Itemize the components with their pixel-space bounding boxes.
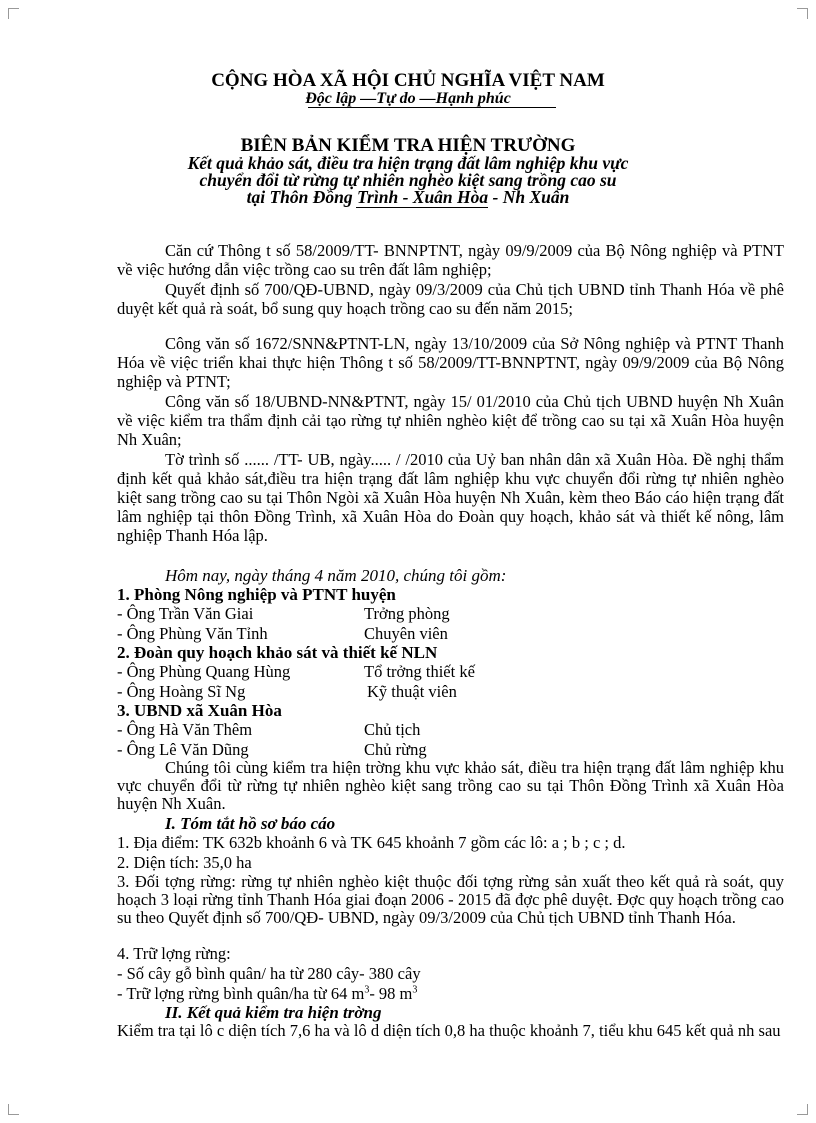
group-2-member-1-name: - Ông Phùng Quang Hùng bbox=[117, 662, 291, 681]
basis-paragraph-5: Tờ trình số ...... /TT- UB, ngày..... / /2010 của Uỷ ban nhân dân xã Xuân Hòa. Đề nghị thẩm định kết quả khảo sát,điều tra hiện trạng đất lâm nghiệp khu vực chuyển đổi rừng tự nhiên nghèo kiệt sang trồng cao su tại Thôn Ngòi xã Xuân Hòa huyện Nh Xuân, kèm theo Báo cáo hiện trạng đất lâm nghiệp tại thôn Đồng Trình, xã Xuân Hòa do Đoàn quy hoạch, khảo sát và thiết kế nông, lâm nghiệp Thanh Hóa lập. bbox=[117, 450, 784, 545]
group-2-member-2-role: Kỹ thuật viên bbox=[367, 682, 457, 701]
crop-mark-bottom-left bbox=[8, 1104, 19, 1115]
cubic-superscript-1: 3 bbox=[364, 984, 370, 996]
meeting-date-line: Hôm nay, ngày tháng 4 năm 2010, chúng tôi gồm: bbox=[165, 566, 507, 585]
group-3-title: 3. UBND xã Xuân Hòa bbox=[117, 701, 282, 720]
crop-mark-top-left bbox=[8, 8, 19, 19]
group-1-member-1-name: - Ông Trần Văn Giai bbox=[117, 604, 254, 623]
country-heading: CỘNG HÒA XÃ HỘI CHỦ NGHĨA VIỆT NAM bbox=[211, 70, 605, 91]
document-subtitle-line2: chuyển đổi từ rừng tự nhiên nghèo kiệt sang trồng cao su bbox=[199, 170, 617, 190]
basis-paragraph-1: Căn cứ Thông t số 58/2009/TT- BNNPTNT, ngày 09/9/2009 của Bộ Nông nghiệp và PTNT về việc hướng dẫn việc trồng cao su trên đất lâm nghiệp; bbox=[117, 241, 784, 279]
section-1-item-area: 2. Diện tích: 35,0 ha bbox=[117, 853, 252, 872]
group-1-member-1-role: Trởng phòng bbox=[364, 604, 450, 623]
timber-volume-text-2: - 98 m bbox=[369, 984, 413, 1003]
document-subtitle-line3: tại Thôn Đồng Trình - Xuân Hòa - Nh Xuân bbox=[246, 187, 570, 207]
group-2-member-1-role: Tổ trởng thiết kế bbox=[364, 662, 475, 681]
document-subtitle-line1: Kết quả khảo sát, điều tra hiện trạng đất lâm nghiệp khu vực bbox=[187, 153, 629, 173]
group-1-title: 1. Phòng Nông nghiệp và PTNT huyện bbox=[117, 585, 396, 604]
timber-volume-text-1: - Trữ lợng rừng bình quân/ha từ 64 m bbox=[117, 984, 365, 1003]
group-3-member-1-name: - Ông Hà Văn Thêm bbox=[117, 720, 253, 739]
motto-underline bbox=[308, 107, 556, 108]
joint-inspection-paragraph: Chúng tôi cùng kiểm tra hiện trờng khu vực khảo sát, điều tra hiện trạng đất lâm nghiệp khu vực chuyển đổi từ rừng tự nhiên nghèo kiệt sang trồng cao su tại Thôn Đồng Trình xã Xuân Hòa huyện Nh Xuân. bbox=[117, 758, 784, 813]
section-1-item-location: 1. Địa điểm: TK 632b khoảnh 6 và TK 645 khoảnh 7 gồm các lô: a ; b ; c ; d. bbox=[117, 833, 626, 852]
section-1-tree-density: - Số cây gỗ bình quân/ ha từ 280 cây- 380 cây bbox=[117, 964, 421, 983]
cubic-superscript-2: 3 bbox=[412, 984, 418, 996]
section-1-item-forest-type: 3. Đối tợng rừng: rừng tự nhiên nghèo kiệt thuộc đối tợng rừng sản xuất theo kết quả rà soát, quy hoạch 3 loại rừng tỉnh Thanh Hóa giai đoạn 2006 - 2015 đã đợc phê duyệt. Đợc quy hoạch trồng cao su theo Quyết định số 700/QĐ- UBND, ngày 09/3/2009 của Chủ tịch UBND tỉnh Thanh Hóa. bbox=[117, 872, 784, 927]
motto: Độc lập —Tự do —Hạnh phúc bbox=[305, 90, 511, 107]
basis-paragraph-2: Quyết định số 700/QĐ-UBND, ngày 09/3/2009 của Chủ tịch UBND tỉnh Thanh Hóa về phê duyệt kết quả rà soát, bổ sung quy hoạch trồng cao su đến năm 2015; bbox=[117, 280, 784, 318]
group-1-member-2-name: - Ông Phùng Văn Tỉnh bbox=[117, 624, 268, 643]
section-1-item-volume: 4. Trữ lợng rừng: bbox=[117, 944, 231, 963]
crop-mark-bottom-right bbox=[797, 1104, 808, 1115]
section-2-heading: II. Kết quả kiểm tra hiện trờng bbox=[165, 1003, 382, 1022]
document-title: BIÊN BẢN KIỂM TRA HIỆN TRƯỜNG bbox=[240, 135, 576, 156]
group-3-member-1-role: Chủ tịch bbox=[364, 720, 421, 739]
section-1-timber-volume bbox=[117, 984, 417, 1003]
title-underline bbox=[356, 207, 488, 208]
group-1-member-2-role: Chuyên viên bbox=[364, 624, 448, 643]
group-3-member-2-role: Chủ rừng bbox=[364, 740, 427, 759]
group-3-member-2-name: - Ông Lê Văn Dũng bbox=[117, 740, 249, 759]
basis-paragraph-3: Công văn số 1672/SNN&PTNT-LN, ngày 13/10/2009 của Sở Nông nghiệp và PTNT Thanh Hóa về việc triển khai thực hiện Thông t số 58/2009/TT-BNNPTNT, ngày 09/9/2009 của Bộ Nông nghiệp và PTNT; bbox=[117, 334, 784, 391]
section-2-result-paragraph: Kiểm tra tại lô c diện tích 7,6 ha và lô d diện tích 0,8 ha thuộc khoảnh 7, tiểu khu 645 kết quả nh sau bbox=[117, 1021, 781, 1040]
crop-mark-top-right bbox=[797, 8, 808, 19]
section-1-heading: I. Tóm tắt hồ sơ báo cáo bbox=[165, 814, 336, 833]
group-2-member-2-name: - Ông Hoàng Sĩ Ng bbox=[117, 682, 246, 701]
basis-paragraph-4: Công văn số 18/UBND-NN&PTNT, ngày 15/ 01/2010 của Chủ tịch UBND huyện Nh Xuân về việc kiểm tra thẩm định cải tạo rừng tự nhiên nghèo kiệt để trồng cao su tại xã Xuân Hòa huyện Nh Xuân; bbox=[117, 392, 784, 449]
group-2-title: 2. Đoàn quy hoạch khảo sát và thiết kế NLN bbox=[117, 643, 438, 662]
